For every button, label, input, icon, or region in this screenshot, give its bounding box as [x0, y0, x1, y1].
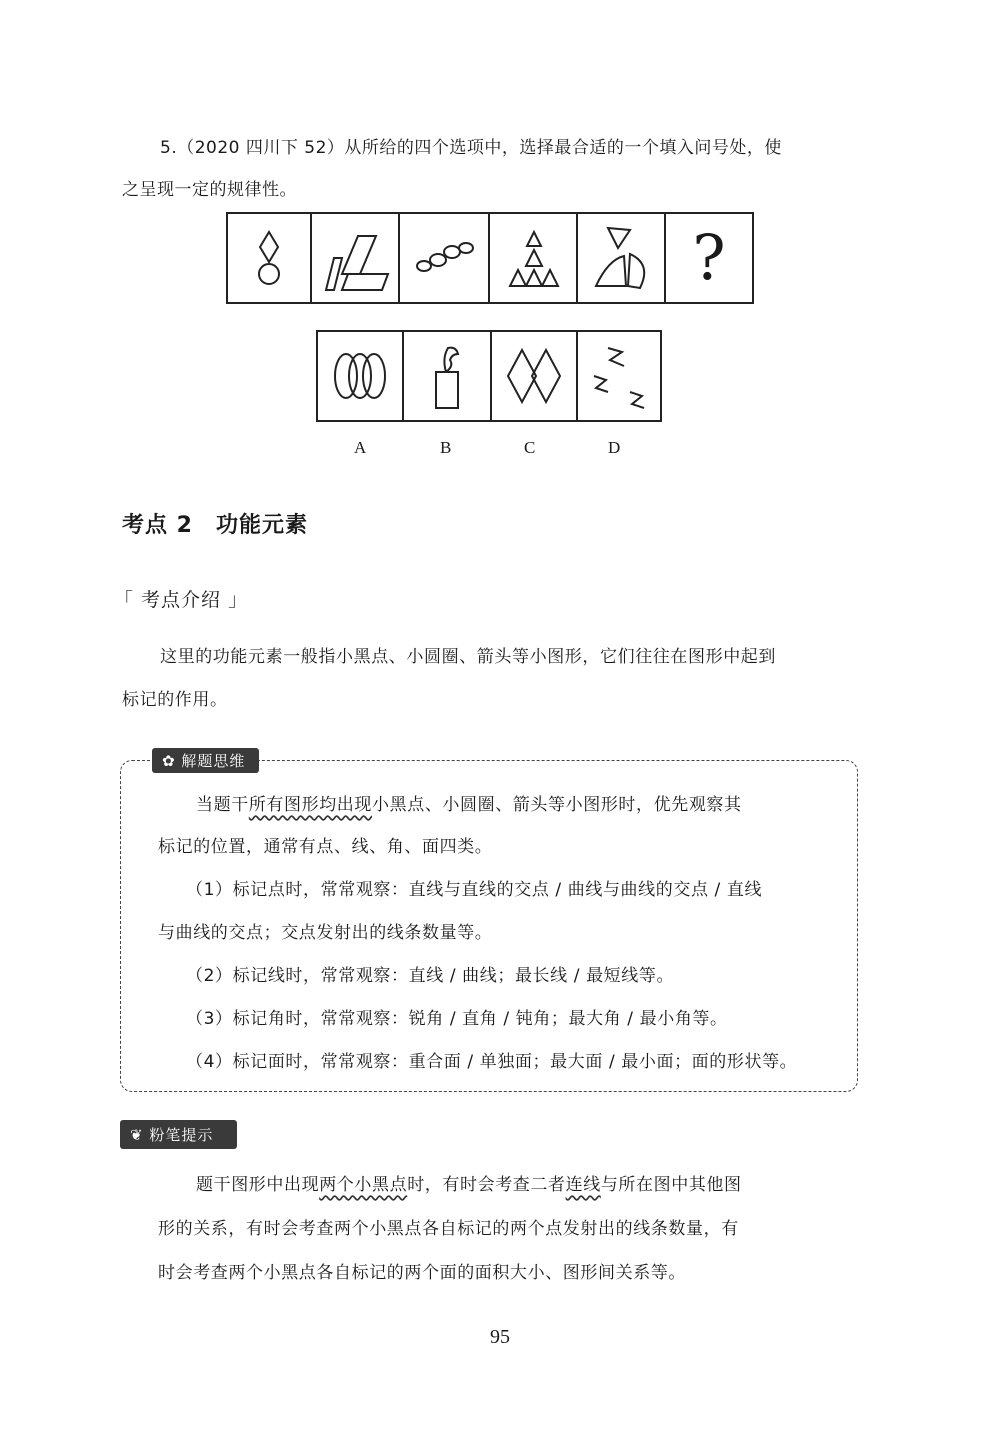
figure-4-triangles	[490, 214, 576, 302]
option-c-diamonds[interactable]	[492, 332, 576, 420]
intro-line-1: 这里的功能元素一般指小黑点、小圆圈、箭头等小图形，它们往往在图形中起到	[160, 647, 776, 667]
intro-heading: 「 考点介绍 」	[114, 589, 249, 611]
thinking-item1-line2: 与曲线的交点；交点发射出的线条数量等。	[158, 923, 493, 943]
question-line-2: 之呈现一定的规律性。	[122, 180, 297, 200]
figure-1-diamond-circle	[228, 214, 310, 302]
section-title: 考点 2 功能元素	[122, 513, 308, 538]
option-label-b: B	[440, 438, 452, 457]
lightbulb-icon: ✿	[162, 752, 182, 770]
thinking-p1-line2: 标记的位置，通常有点、线、角、面四类。	[158, 837, 493, 857]
option-d-zigzags[interactable]	[578, 332, 662, 420]
intro-line-2: 标记的作用。	[122, 690, 228, 710]
thinking-item1-line1: （1）标记点时，常常观察：直线与直线的交点 / 曲线与曲线的交点 / 直线	[186, 880, 763, 900]
tip-line-3: 时会考查两个小黑点各自标记的两个面的面积大小、图形间关系等。	[158, 1263, 686, 1283]
option-label-c: C	[524, 438, 536, 457]
question-mark-cell: ?	[692, 221, 726, 294]
thinking-tag: ✿ 解题思维	[152, 748, 259, 773]
tip-line-1: 题干图形中出现两个小黑点时，有时会考查二者连线与所在图中其他图	[196, 1175, 742, 1195]
figure-5-sail-shapes	[578, 214, 664, 302]
tip-tag: ❦ 粉笔提示	[120, 1120, 237, 1149]
page-number: 95	[490, 1326, 510, 1348]
question-line-1: 5.（2020 四川下 52）从所给的四个选项中，选择最合适的一个填入问号处，使	[160, 138, 782, 158]
thinking-item3: （3）标记角时，常常观察：锐角 / 直角 / 钝角；最大角 / 最小角等。	[186, 1009, 728, 1029]
sprout-icon: ❦	[130, 1126, 150, 1144]
option-label-d: D	[608, 438, 621, 457]
figure-2-parallelograms	[312, 214, 398, 302]
option-label-a: A	[354, 438, 367, 457]
option-b-candle[interactable]	[404, 332, 490, 420]
thinking-p1-line1: 当题干所有图形均出现小黑点、小圆圈、箭头等小图形时，优先观察其	[196, 795, 742, 815]
thinking-item2: （2）标记线时，常常观察：直线 / 曲线；最长线 / 最短线等。	[186, 966, 675, 986]
thinking-item4: （4）标记面时，常常观察：重合面 / 单独面；最大面 / 最小面；面的形状等。	[186, 1052, 798, 1072]
option-a-ellipses[interactable]	[318, 332, 402, 420]
options-figure-row	[316, 330, 662, 422]
tip-line-2: 形的关系，有时会考查两个小黑点各自标记的两个点发射出的线条数量，有	[158, 1219, 739, 1239]
figure-3-chain-loops	[400, 214, 488, 302]
question-figure-row	[226, 212, 754, 304]
